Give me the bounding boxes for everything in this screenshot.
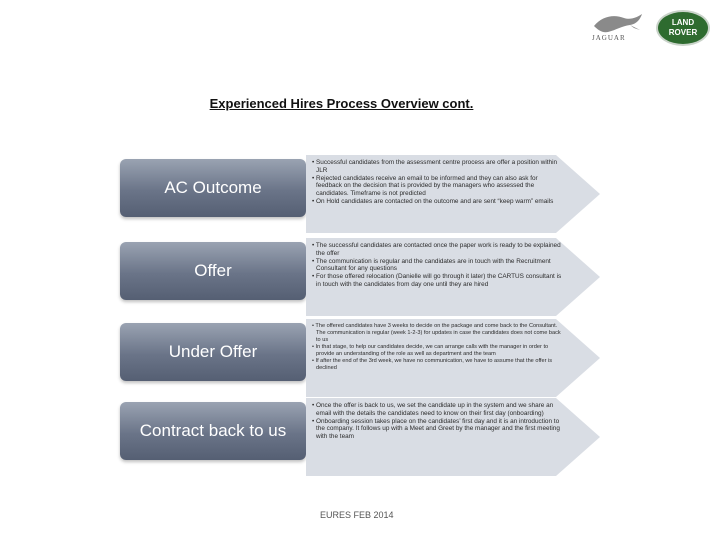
bullet-item: • The successful candidates are contacted once the paper work is ready to be explained the offer — [312, 242, 561, 257]
bullet-item: • Rejected candidates receive an email to be informed and they can also ask for feedback on the decision that is provided by the managers who assessed the candidates. Timeframe is not predicted — [312, 174, 538, 198]
process-row-under-offer — [120, 323, 600, 403]
process-row-contract-back — [120, 402, 600, 482]
row-label-box: Contract back to us — [120, 402, 306, 460]
bullet-item: • Successful candidates from the assessment centre process are offer a position within JLR — [312, 159, 558, 174]
jaguar-wordmark: JAGUAR — [592, 34, 626, 42]
bullet-item: • In that stage, to help our candidates decide, we can arrange calls with the manager in order to provide an understanding of the role as well as department and the team — [312, 344, 549, 357]
bullet-list — [312, 159, 564, 206]
page-title: Experienced Hires Process Overview cont. — [209, 96, 474, 111]
process-row-ac-outcome — [120, 159, 600, 239]
process-row-offer — [120, 242, 600, 322]
row-label-box: Under Offer — [120, 323, 306, 381]
footer-text: EURES FEB 2014 — [320, 510, 394, 520]
land-rover-line2: ROVER — [668, 28, 698, 37]
bullet-item: • Onboarding session takes place on the candidates’ first day and it is an introduction to the company. It follows up with a Meet and Greet by the manager and the first meeting with the team — [312, 417, 560, 441]
bullet-item: • Once the offer is back to us, we set the candidate up in the system and we share an email with the details the candidates need to know on their first day (onboarding) — [312, 402, 554, 417]
bullet-list — [312, 323, 564, 372]
bullet-list — [312, 402, 564, 441]
bullet-item: • The offered candidates have 3 weeks to decide on the package and come back to the Consultant. The communication is regular (week 1-2-3) for updates in case the candidates does not come back to us — [312, 323, 561, 343]
land-rover-line1: LAND — [671, 18, 695, 27]
bullet-item: • If after the end of the 3rd week, we have no communication, we have to assume that the offer is declined — [312, 358, 553, 371]
bullet-list — [312, 242, 564, 289]
row-label-box: Offer — [120, 242, 306, 300]
bullet-item: • For those offered relocation (Danielle will go through it later) the CARTUS consultant is in touch with the candidates from day one until they are hired — [312, 273, 562, 288]
row-label-box: AC Outcome — [120, 159, 306, 217]
brand-logos — [580, 6, 716, 48]
bullet-item: • On Hold candidates are contacted on the outcome and are sent “keep warm” emails — [312, 197, 554, 205]
land-rover-badge-icon — [656, 10, 710, 46]
bullet-item: • The communication is regular and the candidates are in touch with the Recruitment Consultant for any questions — [312, 257, 551, 273]
